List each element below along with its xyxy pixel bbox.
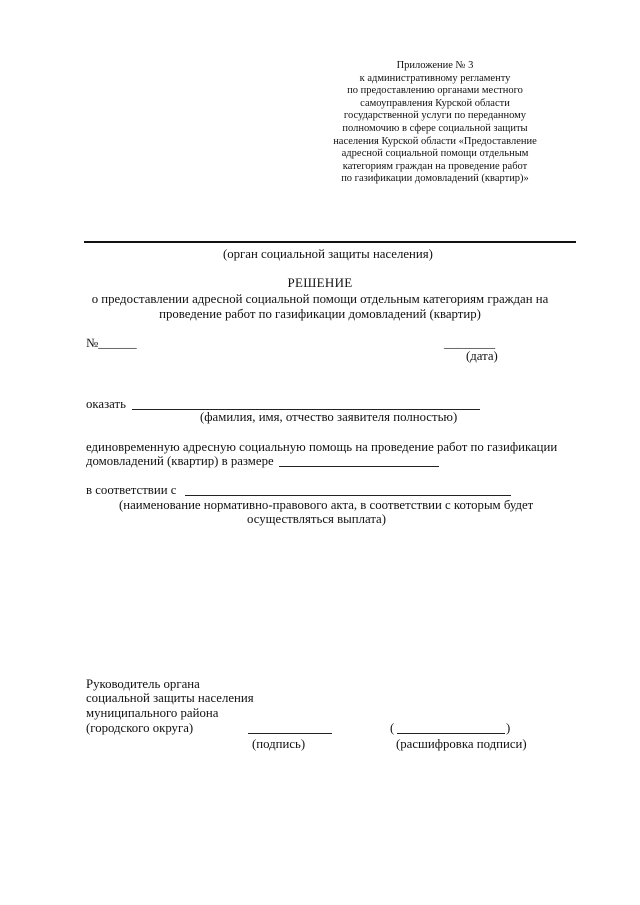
document-subtitle-line1: о предоставлении адресной социальной помощи отдельным категориям граждан на xyxy=(91,292,549,306)
appendix-line: государственной услуги по переданному xyxy=(343,110,527,122)
decode-close-paren: ) xyxy=(506,721,511,735)
signature-caption: (подпись) xyxy=(252,737,306,751)
document-title: РЕШЕНИЕ xyxy=(287,275,353,290)
appendix-line: к административному регламенту xyxy=(359,72,511,84)
legal-act-caption-line2: осуществляться выплата) xyxy=(247,512,387,526)
signature-line xyxy=(248,733,332,734)
appendix-line: населения Курской области «Предоставление xyxy=(333,135,537,147)
signer-role-line: Руководитель органа xyxy=(86,677,200,691)
appendix-line: адресной социальной помощи отдельным xyxy=(341,148,529,160)
legal-act-line xyxy=(185,495,511,496)
document-subtitle-line2: проведение работ по газификации домовладений (квартир) xyxy=(159,307,481,321)
assistance-text-line2: домовладений (квартир) в размере xyxy=(86,454,274,468)
appendix-line: Приложение № 3 xyxy=(396,60,474,71)
appendix-line: полномочию в сфере социальной защиты xyxy=(342,122,528,134)
appendix-line: самоуправления Курской области xyxy=(360,97,510,109)
date-caption: (дата) xyxy=(466,349,498,363)
basis-label: в соответствии с xyxy=(86,483,177,497)
appendix-block xyxy=(330,60,540,186)
decode-caption: (расшифровка подписи) xyxy=(396,737,527,751)
signer-role-line: муниципального района xyxy=(86,706,219,720)
signer-role-line: социальной защиты населения xyxy=(86,691,254,705)
authority-name-line xyxy=(84,241,576,243)
appendix-line: по предоставлению органами местного xyxy=(347,85,523,97)
date-blank: ________ xyxy=(444,336,496,350)
applicant-name-caption: (фамилия, имя, отчество заявителя полностью) xyxy=(200,410,458,424)
legal-act-caption-line1: (наименование нормативно-правового акта, в соответствии с которым будет xyxy=(119,498,534,512)
assistance-text-line1: единовременную адресную социальную помощь на проведение работ по газификации xyxy=(86,440,558,454)
refuse-label: оказать xyxy=(86,397,126,411)
appendix-line: категориям граждан на проведение работ xyxy=(342,160,528,172)
signer-role-line: (городского округа) xyxy=(86,721,194,735)
appendix-line: по газификации домовладений (квартир)» xyxy=(341,173,529,185)
authority-caption: (орган социальной защиты населения) xyxy=(223,247,433,261)
decision-number: №______ xyxy=(86,336,137,350)
amount-line xyxy=(279,466,439,467)
decode-open-paren: ( xyxy=(390,721,395,735)
decode-line xyxy=(397,733,505,734)
